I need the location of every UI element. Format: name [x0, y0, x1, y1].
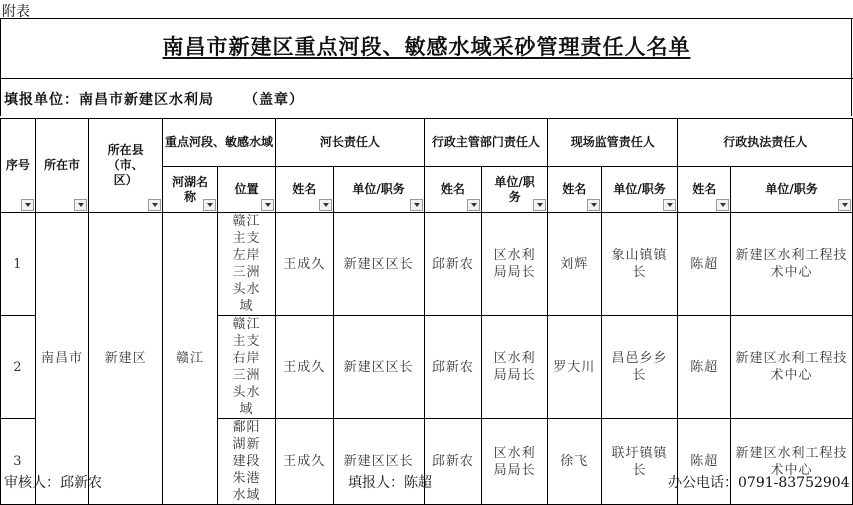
row-index: 2	[1, 316, 36, 419]
page-title: 南昌市新建区重点河段、敏感水域采砂管理责任人名单	[162, 34, 691, 59]
filter-dropdown-icon[interactable]	[587, 199, 600, 211]
cell-law-name: 陈超	[678, 316, 731, 419]
cell-site-unit: 联圩镇镇长	[601, 419, 678, 505]
header-dept-unit: 单位/职务	[482, 167, 548, 213]
cell-chief-unit: 新建区区长	[333, 316, 424, 419]
header-law-name: 姓名	[678, 167, 731, 213]
annex-label: 附表	[2, 4, 30, 20]
cell-river-name: 赣江	[163, 213, 218, 505]
cell-dept-name: 邱新农	[424, 419, 482, 505]
footer-phone: 办公电话：0791-83752904	[668, 475, 850, 491]
cell-law-unit: 新建区水利工程技术中心	[731, 213, 853, 316]
header-site-unit: 单位/职务	[601, 167, 678, 213]
cell-chief-unit: 新建区区长	[333, 419, 424, 505]
cell-site-unit: 象山镇镇长	[601, 213, 678, 316]
header-index: 序号	[1, 119, 36, 213]
table-row	[1, 213, 853, 316]
cell-dept-name: 邱新农	[424, 213, 482, 316]
frame-top-line	[0, 18, 853, 19]
responsibility-table	[0, 118, 853, 505]
footer-reviewer: 审核人：邱新农	[4, 475, 102, 491]
cell-law-name: 陈超	[678, 213, 731, 316]
cell-dept-unit: 区水利局局长	[482, 316, 548, 419]
filter-dropdown-icon[interactable]	[319, 199, 332, 211]
frame-mid-line	[0, 78, 853, 79]
filter-dropdown-icon[interactable]	[410, 199, 423, 211]
seal-note: （盖章）	[244, 92, 304, 108]
header-position: 位置	[217, 167, 275, 213]
cell-position: 赣江主支右岸三洲头水域	[217, 316, 275, 419]
cell-chief-name: 王成久	[276, 316, 334, 419]
cell-chief-unit: 新建区区长	[333, 213, 424, 316]
filter-dropdown-icon[interactable]	[148, 199, 161, 211]
cell-site-name: 罗大川	[548, 316, 602, 419]
fill-unit-line	[4, 89, 304, 109]
filter-dropdown-icon[interactable]	[261, 199, 274, 211]
header-law-enforcement: 行政执法责任人	[678, 119, 853, 167]
header-county: 所在县（市、区）	[89, 119, 163, 213]
cell-city: 南昌市	[35, 213, 89, 505]
header-admin-dept: 行政主管部门责任人	[424, 119, 547, 167]
cell-site-unit: 昌邑乡乡长	[601, 316, 678, 419]
cell-chief-name: 王成久	[276, 213, 334, 316]
filter-dropdown-icon[interactable]	[663, 199, 676, 211]
header-chief-unit: 单位/职务	[333, 167, 424, 213]
filter-dropdown-icon[interactable]	[74, 199, 87, 211]
cell-county: 新建区	[89, 213, 163, 505]
header-dept-name: 姓名	[424, 167, 482, 213]
filter-dropdown-icon[interactable]	[203, 199, 216, 211]
cell-dept-unit: 区水利局局长	[482, 419, 548, 505]
cell-dept-name: 邱新农	[424, 316, 482, 419]
header-river-chief: 河长责任人	[276, 119, 425, 167]
filter-dropdown-icon[interactable]	[533, 199, 546, 211]
header-site-supervisor: 现场监管责任人	[548, 119, 678, 167]
header-section-group: 重点河段、敏感水域	[163, 119, 276, 167]
filter-dropdown-icon[interactable]	[838, 199, 851, 211]
row-index: 3	[1, 419, 36, 505]
cell-law-unit: 新建区水利工程技术中心	[731, 419, 853, 505]
filter-dropdown-icon[interactable]	[21, 199, 34, 211]
cell-law-unit: 新建区水利工程技术中心	[731, 316, 853, 419]
fill-unit-label: 填报单位：南昌市新建区水利局	[4, 92, 214, 108]
cell-law-name: 陈超	[678, 419, 731, 505]
cell-chief-name: 王成久	[276, 419, 334, 505]
filter-dropdown-icon[interactable]	[467, 199, 480, 211]
header-river-name: 河湖名称	[163, 167, 218, 213]
cell-dept-unit: 区水利局局长	[482, 213, 548, 316]
header-site-name: 姓名	[548, 167, 602, 213]
footer-reporter: 填报人：陈超	[348, 475, 432, 491]
row-index: 1	[1, 213, 36, 316]
cell-position: 赣江主支左岸三洲头水域	[217, 213, 275, 316]
cell-position: 鄱阳湖新建段朱港水域	[217, 419, 275, 505]
cell-site-name: 徐飞	[548, 419, 602, 505]
header-row-1	[1, 119, 853, 167]
cell-site-name: 刘辉	[548, 213, 602, 316]
header-city: 所在市	[35, 119, 89, 213]
filter-dropdown-icon[interactable]	[716, 199, 729, 211]
header-chief-name: 姓名	[276, 167, 334, 213]
header-law-unit: 单位/职务	[731, 167, 853, 213]
